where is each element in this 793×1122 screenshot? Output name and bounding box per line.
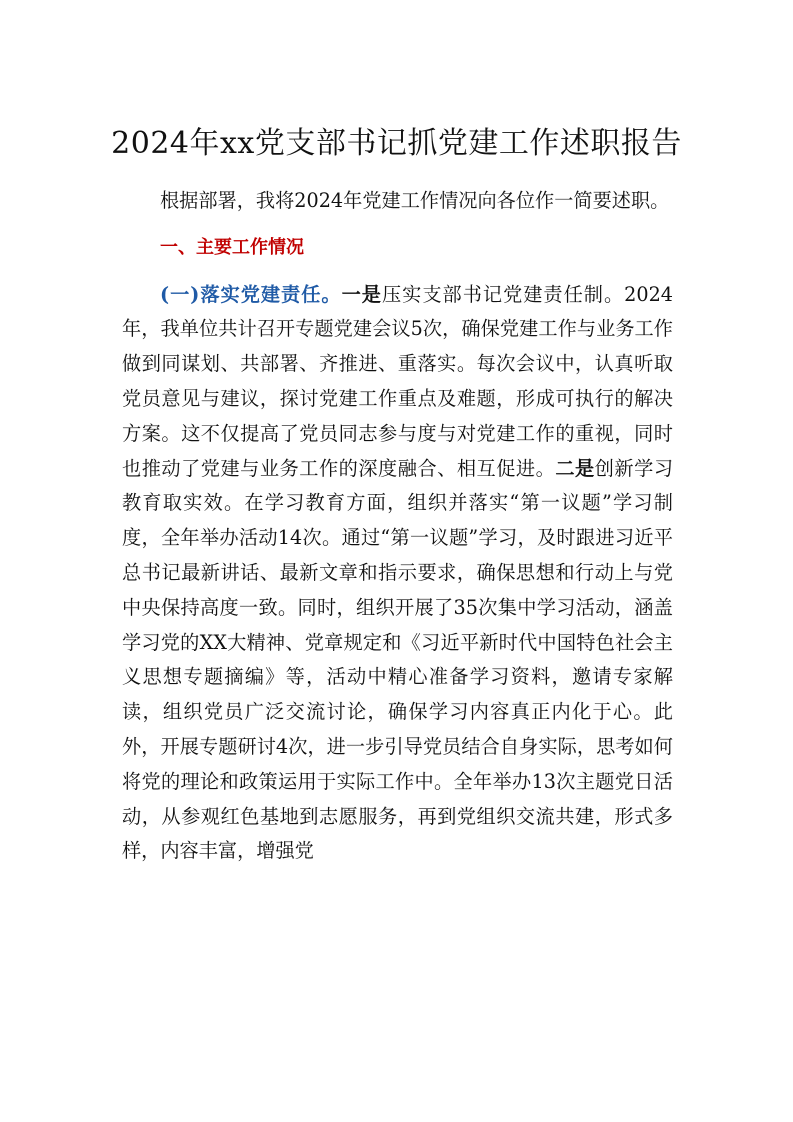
point-lead-1: 一是 xyxy=(341,282,382,306)
document-body xyxy=(122,184,673,869)
point-lead-2: 二是 xyxy=(555,456,595,480)
document-title: 2024年xx党支部书记抓党建工作述职报告 xyxy=(111,126,682,161)
intro-paragraph: 根据部署，我将2024年党建工作情况向各位作一简要述职。 xyxy=(160,189,670,212)
point-text-2: 创新学习教育取实效。在学习教育方面，组织并落实“第一议题”学习制度，全年举办活动14次。通过“第一议题”学习，及时跟进习近平总书记最新讲话、最新文章和指示要求，确保思想和行动上与党中央保持高度一致。同时，组织开展了35次集中学习活动，涵盖学习党的XX大精神、党章规定和《习近平新时代中国特色社会主义思想专题摘编》等，活动中精心准备学习资料，邀请专家解读，组织党员广泛交流讨论，确保学习内容真正内化于心。此外，开展专题研讨4次，进一步引导党员结合自身实际，思考如何将党的理论和政策运用于实际工作中。全年举办13次主题党日活动，从参观红色基地到志愿服务，再到党组织交流共建，形式多样，内容丰富，增强党 xyxy=(122,456,674,863)
section-heading: 一、主要工作情况 xyxy=(160,236,304,258)
body-paragraph xyxy=(122,278,673,870)
point-text-1: 压实支部书记党建责任制。2024年，我单位共计召开专题党建会议5次，确保党建工作与业务工作做到同谋划、共部署、齐推进、重落实。每次会议中，认真听取党员意见与建议，探讨党建工作重点及难题，形成可执行的解决方案。这不仅提高了党员同志参与度与对党建工作的重视，同时也推动了党建与业务工作的深度融合、相互促进。 xyxy=(122,282,673,480)
subsection-heading: (一)落实党建责任。 xyxy=(160,282,342,306)
